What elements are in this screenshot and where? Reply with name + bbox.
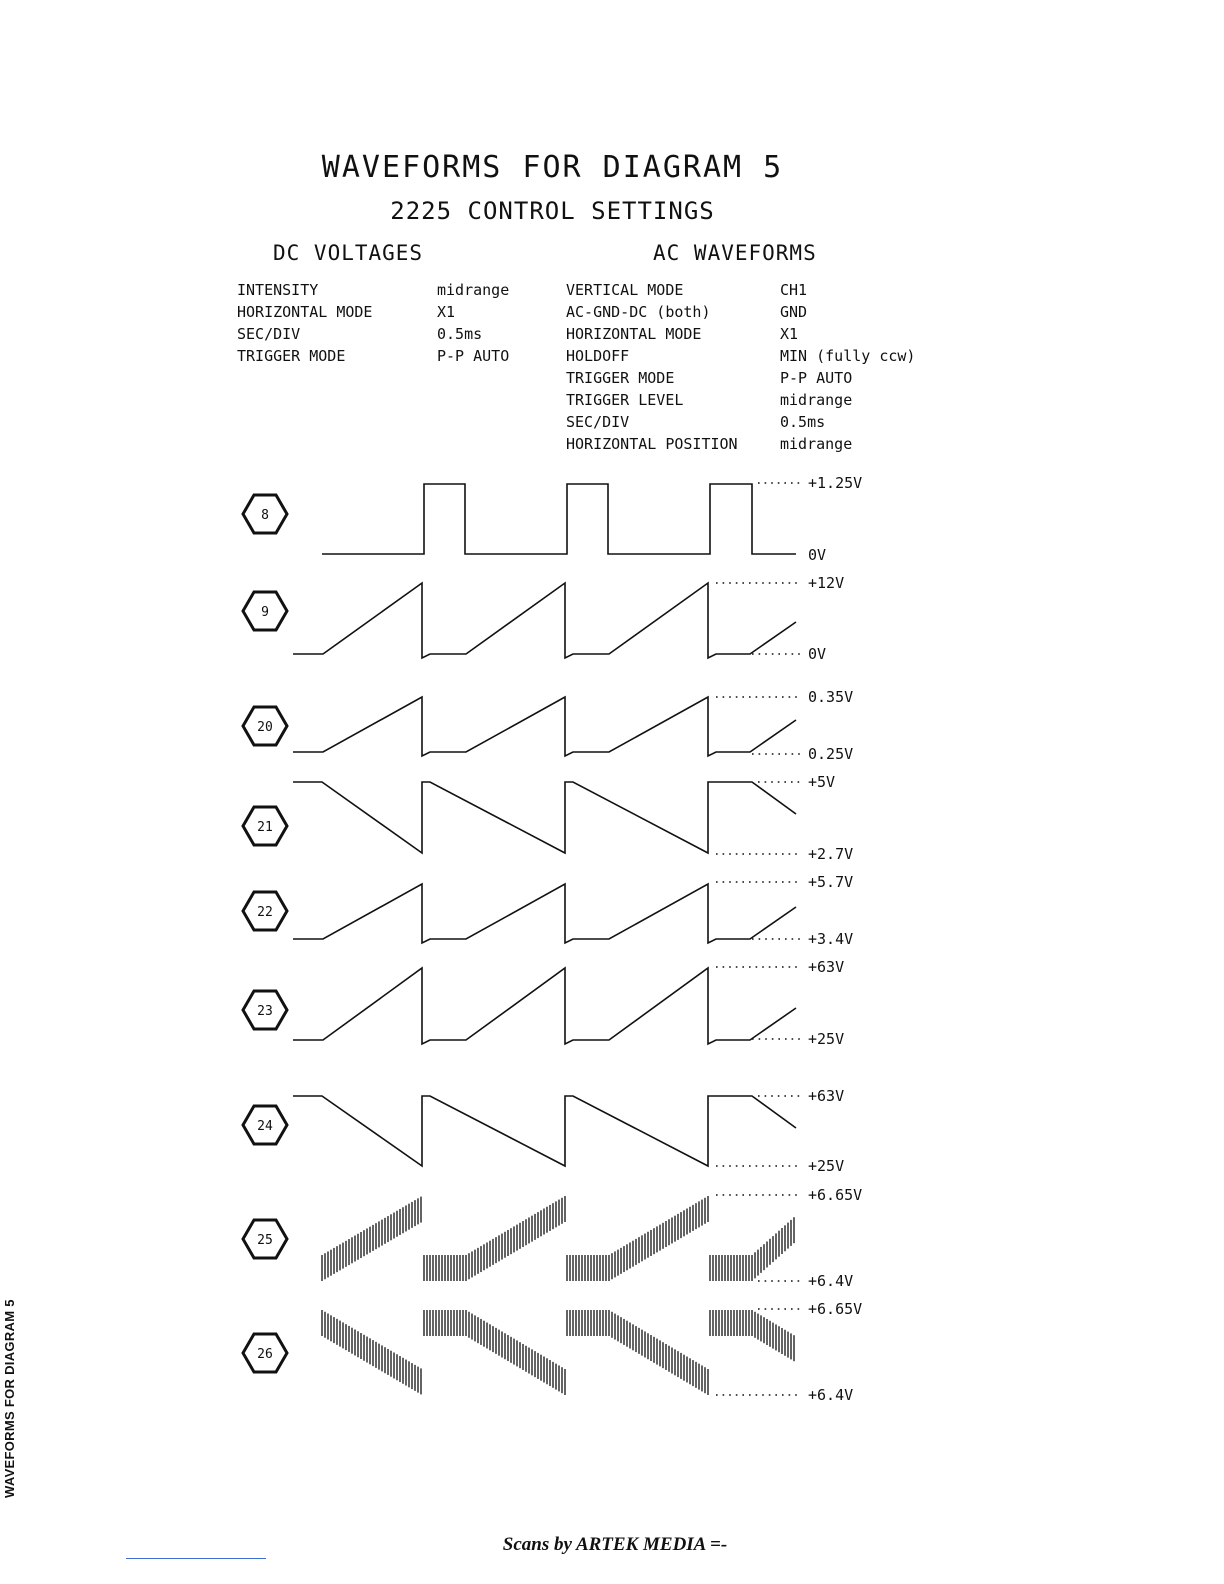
ac-setting-value: 0.5ms [780, 413, 826, 431]
ac-setting-value: P-P AUTO [780, 369, 853, 387]
test-point-number: 26 [257, 1347, 273, 1362]
voltage-label-high: +5V [808, 773, 836, 791]
waveform-trace [293, 697, 796, 756]
page-subtitle: 2225 CONTROL SETTINGS [390, 197, 715, 225]
ac-setting-value: MIN (fully ccw) [780, 347, 916, 365]
voltage-label-low: +6.4V [808, 1386, 854, 1404]
ac-setting-value: GND [780, 303, 808, 321]
waveform-trace [293, 1096, 796, 1166]
dc-setting-value: midrange [437, 281, 510, 299]
ac-setting-label: AC-GND-DC (both) [566, 303, 711, 321]
dc-setting-label: TRIGGER MODE [237, 347, 346, 365]
dc-setting-label: HORIZONTAL MODE [237, 303, 373, 321]
voltage-label-low: 0.25V [808, 745, 854, 763]
test-point-number: 9 [261, 605, 269, 620]
ac-setting-label: HOLDOFF [566, 347, 630, 365]
voltage-label-high: +12V [808, 574, 845, 592]
ac-setting-value: CH1 [780, 281, 808, 299]
dc-setting-value: P-P AUTO [437, 347, 510, 365]
voltage-label-high: +6.65V [808, 1186, 863, 1204]
footer-credit: Scans by ARTEK MEDIA =- [502, 1534, 728, 1555]
footer-rule [126, 1558, 266, 1559]
ac-setting-value: X1 [780, 325, 799, 343]
dc-setting-value: 0.5ms [437, 325, 483, 343]
voltage-label-low: 0V [808, 645, 827, 663]
voltage-label-high: +6.65V [808, 1300, 863, 1318]
ac-waveforms-heading: AC WAVEFORMS [653, 241, 817, 265]
dc-setting-value: X1 [437, 303, 456, 321]
voltage-label-high: +63V [808, 958, 845, 976]
page-title: WAVEFORMS FOR DIAGRAM 5 [321, 150, 784, 185]
waveform-trace [293, 884, 796, 943]
dc-setting-label: SEC/DIV [237, 325, 301, 343]
ac-setting-label: TRIGGER MODE [566, 369, 675, 387]
ac-setting-label: HORIZONTAL MODE [566, 325, 702, 343]
test-point-number: 24 [257, 1119, 273, 1134]
voltage-label-low: +25V [808, 1157, 845, 1175]
ac-setting-label: TRIGGER LEVEL [566, 391, 684, 409]
dc-setting-label: INTENSITY [237, 281, 319, 299]
test-point-number: 23 [257, 1004, 273, 1019]
voltage-label-low: +25V [808, 1030, 845, 1048]
ac-setting-label: VERTICAL MODE [566, 281, 684, 299]
ac-setting-value: midrange [780, 391, 853, 409]
waveform-trace [293, 583, 796, 658]
voltage-label-low: +3.4V [808, 930, 854, 948]
waveform-trace [293, 968, 796, 1044]
voltage-label-low: +2.7V [808, 845, 854, 863]
voltage-label-low: +6.4V [808, 1272, 854, 1290]
waveform-trace [293, 782, 796, 853]
voltage-label-high: 0.35V [808, 688, 854, 706]
dc-voltages-heading: DC VOLTAGES [273, 241, 424, 265]
voltage-label-low: 0V [808, 546, 827, 564]
test-point-number: 22 [257, 905, 273, 920]
test-point-number: 20 [257, 720, 273, 735]
ac-setting-label: HORIZONTAL POSITION [566, 435, 738, 453]
voltage-label-high: +63V [808, 1087, 845, 1105]
ac-setting-label: SEC/DIV [566, 413, 630, 431]
ac-setting-value: midrange [780, 435, 853, 453]
waveform-trace [322, 484, 796, 554]
voltage-label-high: +5.7V [808, 873, 854, 891]
voltage-label-high: +1.25V [808, 474, 863, 492]
test-point-number: 8 [261, 508, 269, 523]
test-point-number: 21 [257, 820, 273, 835]
side-label: WAVEFORMS FOR DIAGRAM 5 [2, 1299, 17, 1498]
test-point-number: 25 [257, 1233, 273, 1248]
